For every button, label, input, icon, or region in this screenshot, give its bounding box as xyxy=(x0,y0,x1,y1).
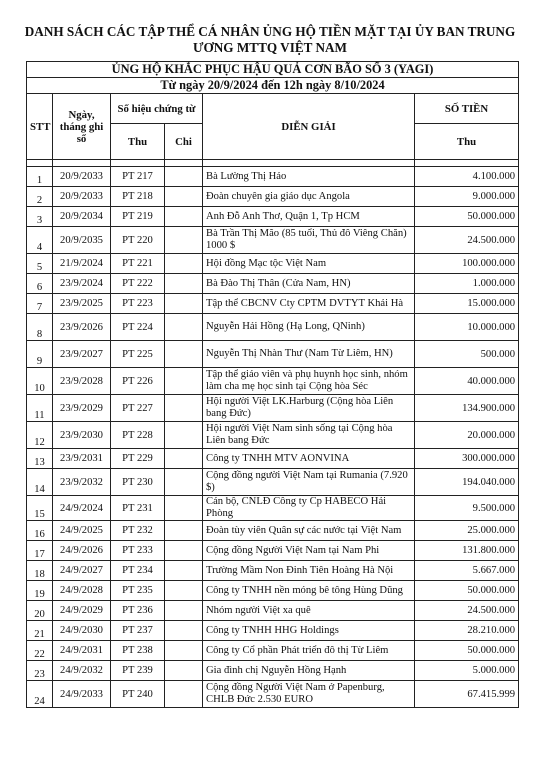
cell-chi xyxy=(165,541,203,561)
cell-description: Công ty TNHH MTV AONVINA xyxy=(203,449,415,469)
cell-voucher: PT 230 xyxy=(111,469,165,496)
cell-chi xyxy=(165,681,203,708)
cell-stt: 19 xyxy=(27,581,53,601)
cell-stt: 4 xyxy=(27,227,53,254)
cell-description: Công ty Cổ phần Phát triển đô thị Từ Liêm xyxy=(203,641,415,661)
cell-chi xyxy=(165,187,203,207)
cell-date: 24/9/2033 xyxy=(53,681,111,708)
cell-amount: 5.667.000 xyxy=(415,561,519,581)
cell-stt: 12 xyxy=(27,422,53,449)
cell-stt: 14 xyxy=(27,469,53,496)
cell-chi xyxy=(165,469,203,496)
cell-amount: 194.040.000 xyxy=(415,469,519,496)
table-body xyxy=(27,62,519,708)
table-row xyxy=(27,681,519,708)
cell-voucher: PT 232 xyxy=(111,521,165,541)
cell-amount: 28.210.000 xyxy=(415,621,519,641)
cell-amount: 134.900.000 xyxy=(415,395,519,422)
cell-date: 20/9/2033 xyxy=(53,167,111,187)
cell-stt: 9 xyxy=(27,341,53,368)
cell-chi xyxy=(165,521,203,541)
table-row xyxy=(27,254,519,274)
cell-voucher: PT 227 xyxy=(111,395,165,422)
cell-amount: 10.000.000 xyxy=(415,314,519,341)
cell-amount: 20.000.000 xyxy=(415,422,519,449)
cell-voucher: PT 225 xyxy=(111,341,165,368)
cell-amount: 15.000.000 xyxy=(415,294,519,314)
cell-chi xyxy=(165,314,203,341)
cell-description: Cộng đồng Người Việt Nam ở Papenburg, CHLB Đức 2.530 EURO xyxy=(203,681,415,708)
period-row xyxy=(27,78,519,94)
cell-description: Nguyễn Hải Hồng (Hạ Long, QNinh) xyxy=(203,314,415,341)
table-row xyxy=(27,469,519,496)
cell-stt: 13 xyxy=(27,449,53,469)
header-row-1 xyxy=(27,94,519,124)
cell-voucher: PT 237 xyxy=(111,621,165,641)
cell-date: 23/9/2025 xyxy=(53,294,111,314)
cell-amount: 25.000.000 xyxy=(415,521,519,541)
table-row xyxy=(27,187,519,207)
cell-stt: 11 xyxy=(27,395,53,422)
table-row xyxy=(27,341,519,368)
title-line-1: DANH SÁCH CÁC TẬP THỂ CÁ NHÂN ỦNG HỘ TIỀN MẶT TẠI ỦY BAN TRUNG xyxy=(24,24,516,39)
cell-voucher: PT 233 xyxy=(111,541,165,561)
cell-amount: 24.500.000 xyxy=(415,601,519,621)
cell-description: Đoàn chuyên gia giáo dục Angola xyxy=(203,187,415,207)
cell-description: Bà Đào Thị Thân (Cửa Nam, HN) xyxy=(203,274,415,294)
cell-description: Nhóm người Việt xa quê xyxy=(203,601,415,621)
cell-date: 24/9/2024 xyxy=(53,496,111,521)
cell-stt: 6 xyxy=(27,274,53,294)
table-row xyxy=(27,541,519,561)
table-row xyxy=(27,561,519,581)
cell-date: 23/9/2030 xyxy=(53,422,111,449)
cell-description: Tập thể CBCNV Cty CPTM DVTYT Khải Hà xyxy=(203,294,415,314)
cell-chi xyxy=(165,581,203,601)
cell-date: 23/9/2028 xyxy=(53,368,111,395)
cell-stt: 17 xyxy=(27,541,53,561)
table-row xyxy=(27,207,519,227)
cell-chi xyxy=(165,601,203,621)
cell-chi xyxy=(165,207,203,227)
table-row xyxy=(27,422,519,449)
cell-description: Cộng đồng Người Việt Nam tại Nam Phi xyxy=(203,541,415,561)
cell-voucher: PT 235 xyxy=(111,581,165,601)
cell-amount: 300.000.000 xyxy=(415,449,519,469)
table-row xyxy=(27,274,519,294)
cell-voucher: PT 228 xyxy=(111,422,165,449)
cell-description: Trường Mầm Non Đinh Tiên Hoàng Hà Nội xyxy=(203,561,415,581)
cell-voucher: PT 222 xyxy=(111,274,165,294)
cell-stt: 3 xyxy=(27,207,53,227)
cell-amount: 40.000.000 xyxy=(415,368,519,395)
donation-table xyxy=(26,61,519,708)
cell-amount: 50.000.000 xyxy=(415,207,519,227)
cell-description: Gia đình chị Nguyễn Hồng Hạnh xyxy=(203,661,415,681)
cell-stt: 15 xyxy=(27,496,53,521)
cell-amount: 100.000.000 xyxy=(415,254,519,274)
cell-date: 24/9/2029 xyxy=(53,601,111,621)
table-row xyxy=(27,368,519,395)
cell-chi xyxy=(165,167,203,187)
cell-stt: 1 xyxy=(27,167,53,187)
cell-date: 20/9/2033 xyxy=(53,187,111,207)
table-row xyxy=(27,641,519,661)
table-row xyxy=(27,449,519,469)
cell-date: 24/9/2031 xyxy=(53,641,111,661)
cell-chi xyxy=(165,274,203,294)
header-voucher: Số hiệu chứng từ xyxy=(111,94,203,124)
cell-description: Anh Đỗ Anh Thơ, Quận 1, Tp HCM xyxy=(203,207,415,227)
cell-date: 24/9/2025 xyxy=(53,521,111,541)
cell-chi xyxy=(165,395,203,422)
cell-amount: 131.800.000 xyxy=(415,541,519,561)
cell-date: 23/9/2031 xyxy=(53,449,111,469)
header-stt: STT xyxy=(27,94,53,160)
cell-amount: 1.000.000 xyxy=(415,274,519,294)
table-row xyxy=(27,581,519,601)
cell-amount: 50.000.000 xyxy=(415,581,519,601)
cell-date: 21/9/2024 xyxy=(53,254,111,274)
cell-stt: 23 xyxy=(27,661,53,681)
cell-voucher: PT 229 xyxy=(111,449,165,469)
cell-voucher: PT 219 xyxy=(111,207,165,227)
table-row xyxy=(27,314,519,341)
cell-chi xyxy=(165,661,203,681)
cell-chi xyxy=(165,496,203,521)
cell-date: 23/9/2032 xyxy=(53,469,111,496)
cell-description: Hội người Việt LK.Harburg (Cộng hòa Liên bang Đức) xyxy=(203,395,415,422)
table-row xyxy=(27,395,519,422)
cell-description: Bà Lường Thị Hảo xyxy=(203,167,415,187)
cell-stt: 18 xyxy=(27,561,53,581)
cell-chi xyxy=(165,621,203,641)
table-row xyxy=(27,661,519,681)
cell-amount: 9.000.000 xyxy=(415,187,519,207)
cell-voucher: PT 231 xyxy=(111,496,165,521)
cell-chi xyxy=(165,449,203,469)
cell-amount: 50.000.000 xyxy=(415,641,519,661)
table-row xyxy=(27,601,519,621)
table-row xyxy=(27,496,519,521)
table-row xyxy=(27,167,519,187)
cell-description: Cán bộ, CNLĐ Công ty Cp HABECO Hải Phòng xyxy=(203,496,415,521)
cell-description: Nguyễn Thị Nhàn Thư (Nam Từ Liêm, HN) xyxy=(203,341,415,368)
cell-amount: 4.100.000 xyxy=(415,167,519,187)
cell-description: Bà Trần Thị Mão (85 tuổi, Thủ đô Viêng Chăn) 1000 $ xyxy=(203,227,415,254)
cell-voucher: PT 223 xyxy=(111,294,165,314)
cell-date: 24/9/2032 xyxy=(53,661,111,681)
cell-chi xyxy=(165,294,203,314)
cell-description: Tập thể giáo viên và phụ huynh học sinh, nhóm làm cha mẹ học sinh tại Cộng hòa Séc xyxy=(203,368,415,395)
cell-chi xyxy=(165,227,203,254)
cell-voucher: PT 234 xyxy=(111,561,165,581)
period: Từ ngày 20/9/2024 đến 12h ngày 8/10/2024 xyxy=(27,78,519,94)
cell-stt: 21 xyxy=(27,621,53,641)
cell-date: 23/9/2029 xyxy=(53,395,111,422)
cell-description: Hội người Việt Nam sinh sống tại Cộng hòa Liên bang Đức xyxy=(203,422,415,449)
cell-date: 24/9/2027 xyxy=(53,561,111,581)
cell-description: Cộng đồng người Việt Nam tại Rumania (7.920 $) xyxy=(203,469,415,496)
cell-stt: 10 xyxy=(27,368,53,395)
cell-date: 24/9/2030 xyxy=(53,621,111,641)
cell-chi xyxy=(165,254,203,274)
cell-amount: 24.500.000 xyxy=(415,227,519,254)
header-amount-receipt: Thu xyxy=(415,124,519,160)
cell-chi xyxy=(165,561,203,581)
table-row xyxy=(27,227,519,254)
spacer-row xyxy=(27,160,519,167)
cell-date: 20/9/2035 xyxy=(53,227,111,254)
cell-voucher: PT 217 xyxy=(111,167,165,187)
table-row xyxy=(27,294,519,314)
cell-stt: 22 xyxy=(27,641,53,661)
cell-date: 23/9/2024 xyxy=(53,274,111,294)
document-title xyxy=(20,24,520,56)
cell-description: Công ty TNHH HHG Holdings xyxy=(203,621,415,641)
title-line-2: ƯƠNG MTTQ VIỆT NAM xyxy=(193,40,347,55)
cell-chi xyxy=(165,368,203,395)
cell-voucher: PT 238 xyxy=(111,641,165,661)
cell-date: 20/9/2034 xyxy=(53,207,111,227)
cell-chi xyxy=(165,641,203,661)
cell-chi xyxy=(165,341,203,368)
header-description: DIỄN GIẢI xyxy=(203,94,415,160)
cell-stt: 7 xyxy=(27,294,53,314)
cell-stt: 5 xyxy=(27,254,53,274)
cell-amount: 9.500.000 xyxy=(415,496,519,521)
table-row xyxy=(27,621,519,641)
cell-date: 23/9/2027 xyxy=(53,341,111,368)
cell-stt: 16 xyxy=(27,521,53,541)
cell-stt: 24 xyxy=(27,681,53,708)
cell-voucher: PT 226 xyxy=(111,368,165,395)
cell-description: Hội đồng Mạc tộc Việt Nam xyxy=(203,254,415,274)
cell-voucher: PT 240 xyxy=(111,681,165,708)
cell-date: 23/9/2026 xyxy=(53,314,111,341)
cell-voucher: PT 221 xyxy=(111,254,165,274)
cell-amount: 5.000.000 xyxy=(415,661,519,681)
cell-stt: 2 xyxy=(27,187,53,207)
subtitle: ỦNG HỘ KHẮC PHỤC HẬU QUẢ CƠN BÃO SỐ 3 (YAGI) xyxy=(27,62,519,78)
cell-stt: 8 xyxy=(27,314,53,341)
cell-description: Đoàn tùy viên Quân sự các nước tại Việt Nam xyxy=(203,521,415,541)
cell-description: Công ty TNHH nền móng bê tông Hùng Dũng xyxy=(203,581,415,601)
subtitle-row xyxy=(27,62,519,78)
cell-voucher: PT 224 xyxy=(111,314,165,341)
cell-chi xyxy=(165,422,203,449)
header-amount: SỐ TIỀN xyxy=(415,94,519,124)
cell-voucher: PT 239 xyxy=(111,661,165,681)
header-payment: Chi xyxy=(165,124,203,160)
cell-voucher: PT 220 xyxy=(111,227,165,254)
header-date: Ngày, tháng ghi sổ xyxy=(53,94,111,160)
cell-stt: 20 xyxy=(27,601,53,621)
cell-voucher: PT 218 xyxy=(111,187,165,207)
table-row xyxy=(27,521,519,541)
cell-date: 24/9/2026 xyxy=(53,541,111,561)
cell-amount: 67.415.999 xyxy=(415,681,519,708)
cell-voucher: PT 236 xyxy=(111,601,165,621)
cell-amount: 500.000 xyxy=(415,341,519,368)
cell-date: 24/9/2028 xyxy=(53,581,111,601)
header-receipt: Thu xyxy=(111,124,165,160)
